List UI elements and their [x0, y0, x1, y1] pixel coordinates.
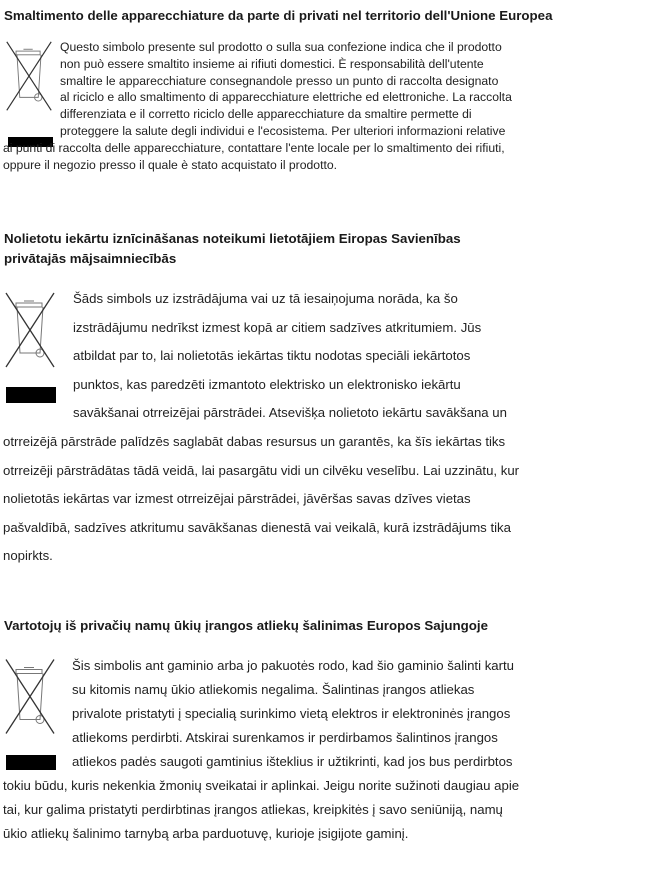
body-text-line: differenziata e il corretto riciclo delle apparecchiature da smaltire permette di — [60, 107, 472, 122]
body-text-line: nopirkts. — [3, 548, 53, 564]
body-text-line: Questo simbolo presente sul prodotto o sulla sua confezione indica che il prodotto — [60, 40, 502, 54]
body-text-line: oppure il negozio presso il quale è stato acquistato il prodotto. — [3, 157, 338, 172]
body-text-line: atliekoms perdirbti. Atskirai surenkamos ir perdirbamos šalintinos įrangos — [72, 730, 498, 745]
body-text-line: privalote pristatyti į specialią surinkimo vietą elektros ir elektroninės įrangos — [72, 706, 511, 721]
section-heading: privātajās mājsaimniecībās — [4, 251, 177, 266]
body-text-line: punktos, kas paredzēti izmantoto elektrisko un elektronisko iekārtu — [73, 376, 461, 392]
body-text-line: tai, kur galima pristatyti perdirbtinas įrangos atliekas, kreipkitės į savo seniūniją, namų — [3, 802, 503, 817]
section-heading: Vartotojų iš privačių namų ūkių įrangos atliekų šalinimas Europos Sajungoje — [4, 618, 488, 633]
section-heading: Nolietotu iekārtu iznīcināšanas noteikumi lietotājiem Eiropas Savienības — [4, 231, 461, 246]
body-text-line: proteggere la salute degli individui e l'ecosistema. Per ulteriori informazioni relative — [60, 124, 506, 138]
body-text-line: otrreizējā pārstrāde palīdzēs saglabāt dabas resursus un garantēs, ka šīs iekārtas tiks — [3, 434, 506, 449]
body-text-line: atbildat par to, lai nolietotās iekārtas tiktu nodotas speciāli iekārtotos — [73, 348, 471, 364]
black-bar-marking — [6, 755, 56, 770]
black-bar-marking — [6, 387, 56, 403]
body-text-line: ūkio atliekų šalinimo tarnybą arba parduotuvę, kurioje įsigijote gaminį. — [3, 826, 409, 841]
section-heading: Smaltimento delle apparecchiature da parte di privati nel territorio dell'Unione Europea — [4, 8, 553, 23]
crossed-out-wheelie-bin-icon — [3, 40, 55, 114]
crossed-out-wheelie-bin-icon — [4, 290, 56, 372]
body-text-line: izstrādājumu nedrīkst izmest kopā ar citiem sadzīves atkritumiem. Jūs — [73, 319, 482, 335]
body-text-line: non può essere smaltito insieme ai rifiuti domestici. È responsabilità dell'utente — [60, 56, 484, 71]
body-text-line: smaltire le apparecchiature consegnandole presso un punto di raccolta designato — [60, 73, 499, 88]
body-text-line: nolietotās iekārtas var izmest otrreizējai pārstrādei, jāvēršas savas dzīves vietas — [3, 491, 471, 507]
body-text-line: atliekos padės saugoti gamtinius išteklius ir užtikrinti, kad jos bus perdirbtos — [72, 754, 513, 769]
body-text-line: Šis simbolis ant gaminio arba jo pakuotės rodo, kad šio gaminio šalinti kartu — [72, 658, 515, 673]
body-text-line: otrreizēji pārstrādātas tādā veidā, lai pasargātu vidi un cilvēku veselību. Lai uzzinātu, kur — [3, 462, 520, 478]
body-text-line: savākšanai otrreizējai pārstrādei. Atsevišķa nolietoto iekārtu savākšana un — [73, 405, 507, 421]
crossed-out-wheelie-bin-icon — [4, 655, 56, 740]
body-text-line: ai punti di raccolta delle apparecchiature, contattare l'ente locale per lo smaltimento dei rifiuti, — [3, 140, 505, 155]
body-text-line: tokiu būdu, kuris nekenkia žmonių sveikatai ir aplinkai. Jeigu norite sužinoti daugiau apie — [3, 778, 520, 793]
body-text-line: Šāds simbols uz izstrādājuma vai uz tā iesaiņojuma norāda, ka šo — [73, 291, 458, 306]
body-text-line: su kitomis namų ūkio atliekomis negalima. Šalintinas įrangos atliekas — [72, 682, 475, 697]
body-text-line: al riciclo e allo smaltimento di apparecchiature elettriche ed elettroniche. La raccolta — [60, 90, 512, 105]
body-text-line: pašvaldībā, sadzīves atkritumu savākšanas dienestā vai veikalā, kurā izstrādājums tika — [3, 519, 511, 535]
